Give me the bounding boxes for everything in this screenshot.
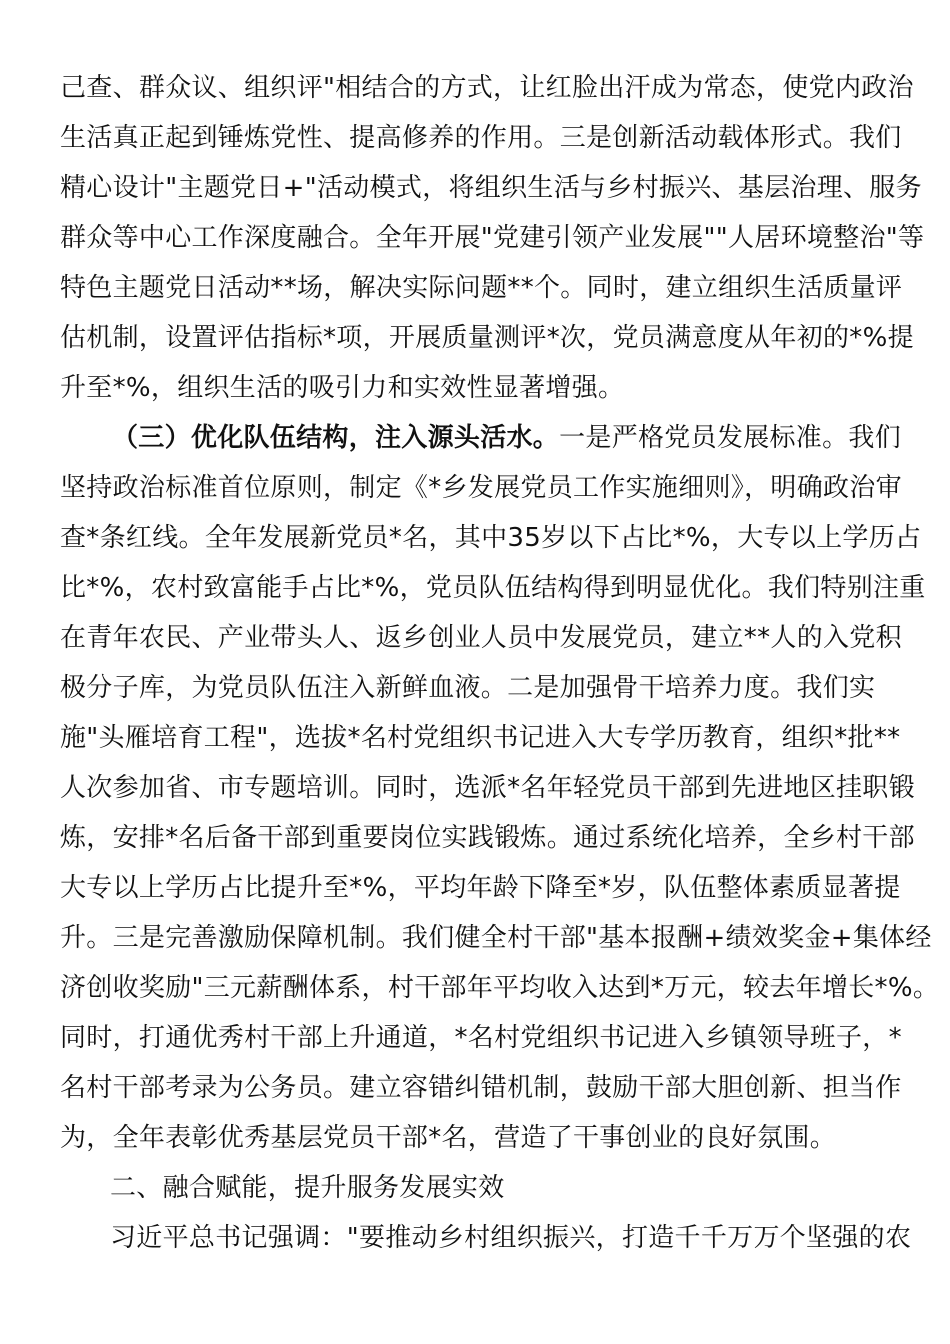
- text-line: 估机制，设置评估指标*项，开展质量测评*次，党员满意度从年初的*%提: [60, 323, 914, 353]
- text-line: 精心设计"主题党日+"活动模式，将组织生活与乡村振兴、基层治理、服务: [60, 173, 922, 203]
- paragraph-team-structure: [60, 413, 940, 1163]
- text-line: 群众等中心工作深度融合。全年开展"党建引领产业发展""人居环境整治"等: [60, 223, 925, 253]
- text-line: 升至*%，组织生活的吸引力和实效性显著增强。: [60, 373, 625, 403]
- subsection-heading: （三）优化队伍结构，注入源头活水。: [112, 423, 560, 453]
- text-line-first: [60, 413, 902, 463]
- text-line: 比*%，农村致富能手占比*%，党员队伍结构得到明显优化。我们特别注重: [60, 573, 926, 603]
- text-line: 升。三是完善激励保障机制。我们健全村干部"基本报酬+绩效奖金+集体经: [60, 923, 932, 953]
- text-line: 人次参加省、市专题培训。同时，选派*名年轻党员干部到先进地区挂职锻: [60, 773, 915, 803]
- text-line: 名村干部考录为公务员。建立容错纠错机制，鼓励干部大胆创新、担当作: [60, 1073, 902, 1103]
- paragraph-organization-life: [60, 63, 925, 413]
- text-line: 特色主题党日活动**场，解决实际问题**个。同时，建立组织生活质量评: [60, 273, 903, 303]
- text-line: 大专以上学历占比提升至*%，平均年龄下降至*岁，队伍整体素质显著提: [60, 873, 901, 903]
- text-line: 在青年农民、产业带头人、返乡创业人员中发展党员，建立**人的入党积: [60, 623, 902, 653]
- text-line: 为，全年表彰优秀基层党员干部*名，营造了干事创业的良好氛围。: [60, 1123, 837, 1153]
- text-run: 一是严格党员发展标准。我们: [559, 423, 902, 453]
- text-line: 查*条红线。全年发展新党员*名，其中35岁以下占比*%，大专以上学历占: [60, 523, 922, 553]
- text-line: 同时，打通优秀村干部上升通道，*名村党组织书记进入乡镇领导班子，*: [60, 1023, 902, 1053]
- paragraph-quote: [60, 1213, 912, 1263]
- text-line: 施"头雁培育工程"，选拔*名村党组织书记进入大专学历教育，组织*批**: [60, 723, 901, 753]
- document-page: [60, 63, 940, 1263]
- text-line: 生活真正起到锤炼党性、提高修养的作用。三是创新活动载体形式。我们: [60, 123, 902, 153]
- text-line: 坚持政治标准首位原则，制定《*乡发展党员工作实施细则》，明确政治审: [60, 473, 902, 503]
- text-line: 习近平总书记强调："要推动乡村组织振兴，打造千千万万个坚强的农: [110, 1223, 912, 1253]
- text-line: 己查、群众议、组织评"相结合的方式，让红脸出汗成为常态，使党内政治: [60, 73, 914, 103]
- text-line: 济创收奖励"三元薪酬体系，村干部年平均收入达到*万元，较去年增长*%。: [60, 973, 940, 1003]
- section-heading: 二、融合赋能，提升服务发展实效: [110, 1173, 505, 1203]
- text-line: 极分子库，为党员队伍注入新鲜血液。二是加强骨干培养力度。我们实: [60, 673, 876, 703]
- text-line: 炼，安排*名后备干部到重要岗位实践锻炼。通过系统化培养，全乡村干部: [60, 823, 915, 853]
